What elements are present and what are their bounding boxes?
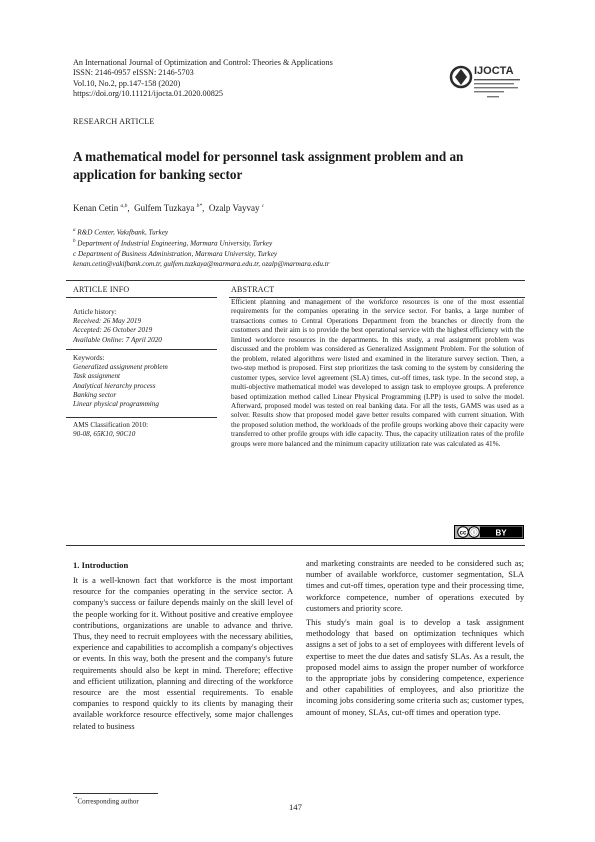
keywords-block (73, 354, 168, 409)
paragraph: This study's main goal is to develop a task assignment methodology that based on optimization techniques which assigns a set of jobs to a set of employees with different levels of expertise to meet the due dates and satisfy SLAs. As a result, the proposed model aims to assign the proper number of workforce to the appropriate jobs by considering competence, experience and other capabilities of employees, and also prioritize the incoming jobs considering some criteria such as; customer types, amount of money, SLAs, cut-off times and operation type. (306, 618, 524, 717)
introduction-heading: 1. Introduction (73, 560, 129, 570)
ams-block (73, 421, 148, 439)
title-line-2: application for banking sector (73, 166, 243, 182)
author-affil-mark: c (261, 203, 265, 209)
info-divider (66, 349, 217, 350)
author-emails: kenan.cetin@vakifbank.com.tr, gulfem.tuzkaya@marmara.edu.tr, ozalp@marmara.edu.tr (73, 260, 330, 269)
affiliations (73, 226, 330, 269)
header-rule (66, 280, 525, 281)
author-affil-mark: b* (196, 203, 203, 209)
author-affil-mark: a,b (120, 203, 128, 209)
affiliation: $^b$ Department of Industrial Engineering, Marmara University, Turkey (73, 239, 273, 248)
history-label: Article history: (73, 308, 117, 316)
article-history (73, 308, 162, 345)
journal-issn: ISSN: 2146-0957 eISSN: 2146-5703 (73, 68, 194, 78)
ams-codes: 90-08, 65K10, 90C10 (73, 430, 136, 439)
keyword: Analytical hierarchy process (73, 381, 156, 390)
svg-text:IJOCTA: IJOCTA (474, 65, 514, 77)
paper-title (73, 148, 523, 183)
footnote: *Corresponding author (75, 797, 139, 806)
paragraph: It is a well-known fact that workforce is the most important resource for the companies operating in the service sector. A company's success or failure depends mainly on the skill level of the people working for it. Without positive and creative employee contributions, organizations are unable to advance and thrive. Thus, they need to recruit employees with the necessary abilities, experience and capabilities to accomplish a company's objectives or events. In this way, both the present and the company's future requirements should also be kept in mind. Therefore; effective and efficient utilization, planning and directing of the workforce resource are the most essential requirements. To enable companies to respond quickly to its clients by managing their available workforce resource effectively, some major challenges related to business (73, 576, 293, 731)
accepted-date: Accepted: 26 October 2019 (73, 326, 153, 335)
author-name: Gulfem Tuzkaya (134, 203, 195, 213)
paragraph: and marketing constraints are needed to be considered such as; number of available workforce, customer segmentation, SLA times and cut-off times, operation type and their processing time, workforce competence, number of operations executed by customers and priority score. (306, 559, 524, 613)
info-divider (66, 417, 217, 418)
section-rule (66, 545, 525, 546)
svg-text:ⓘ: ⓘ (470, 528, 478, 537)
svg-text:BY: BY (495, 528, 507, 538)
affiliation: $^a$ R&D Center, Vakıfbank, Turkey (73, 228, 169, 237)
abstract-heading: ABSTRACT (231, 285, 275, 294)
keyword: Task assignment (73, 372, 121, 381)
article-info-heading: ARTICLE INFO (73, 285, 130, 294)
journal-name: An International Journal of Optimization and Control: Theories & Applications (73, 58, 333, 67)
footnote-rule (73, 793, 158, 794)
author-name: Kenan Cetin (73, 203, 119, 213)
journal-logo (447, 55, 525, 107)
left-column (73, 575, 293, 732)
journal-header (73, 58, 333, 100)
received-date: Received: 26 May 2019 (73, 317, 142, 326)
author-list: Kenan Cetin $^{a,b}$, Gulfem Tuzkaya $^{b*}$, Ozalp Vayvay $^c$ (73, 203, 265, 213)
page-number: 147 (289, 802, 302, 812)
right-column (306, 558, 524, 718)
cc-by-license-icon[interactable] (454, 525, 524, 539)
ams-label: AMS Classification 2010: (73, 421, 149, 429)
keyword: Linear physical programming (73, 400, 159, 409)
keyword: Generalized assignment problem (73, 363, 168, 372)
abstract-text: Efficient planning and management of the workforce resources is one of the most essential requirements for the companies operating in the service sector. For banks, a large number of transactions comes to Central Operations Department from the branches or directly from the customers and their aim is to provide the best operational service with the highest efficiency with the limited workforce resources in the departments. In this study, a real assignment problem was discussed and the problem was considered as Generalized Assignment Problem. For the solution of the problem, related algorithms were listed and examined in the literature survey section. Then, a two-step method is proposed. First step prioritizes the task coming to the system by considering the customer types, service level agreement (SLA) times, cut-off times, task type. In the second step, a multi-objective mathematical model was developed to assign task to employee groups. A preference based optimization method called Linear Physical Programming (LPP) is used to solve the model. Afterward, proposed model was tested on real banking data. For all the tests, GAMS was used as a solver. Results show that proposed model gave better results compared with current situation. With the proposed solution method, the workloads of the profile groups working above their capacity were transferred to other profile groups with idle capacity. Thus, the capacity utilization rates of the profile groups were more balanced and the minimum capacity utilization rate was calculated as 41%. (231, 298, 524, 448)
svg-text:cc: cc (459, 530, 467, 537)
available-date: Available Online: 7 April 2020 (73, 335, 162, 344)
info-rule (66, 297, 217, 298)
keywords-label: Keywords: (73, 354, 105, 362)
keyword: Banking sector (73, 390, 117, 399)
author-name: Ozalp Vayvay (208, 203, 260, 213)
journal-doi[interactable]: https://doi.org/10.11121/ijocta.01.2020.00825 (73, 89, 224, 99)
research-type: RESEARCH ARTICLE (73, 117, 155, 126)
journal-volume: Vol.10, No.2, pp.147-158 (2020) (73, 78, 181, 88)
title-line-1: A mathematical model for personnel task assignment problem and an (73, 149, 464, 164)
affiliation: c Department of Business Administration, Marmara University, Turkey (73, 249, 278, 258)
